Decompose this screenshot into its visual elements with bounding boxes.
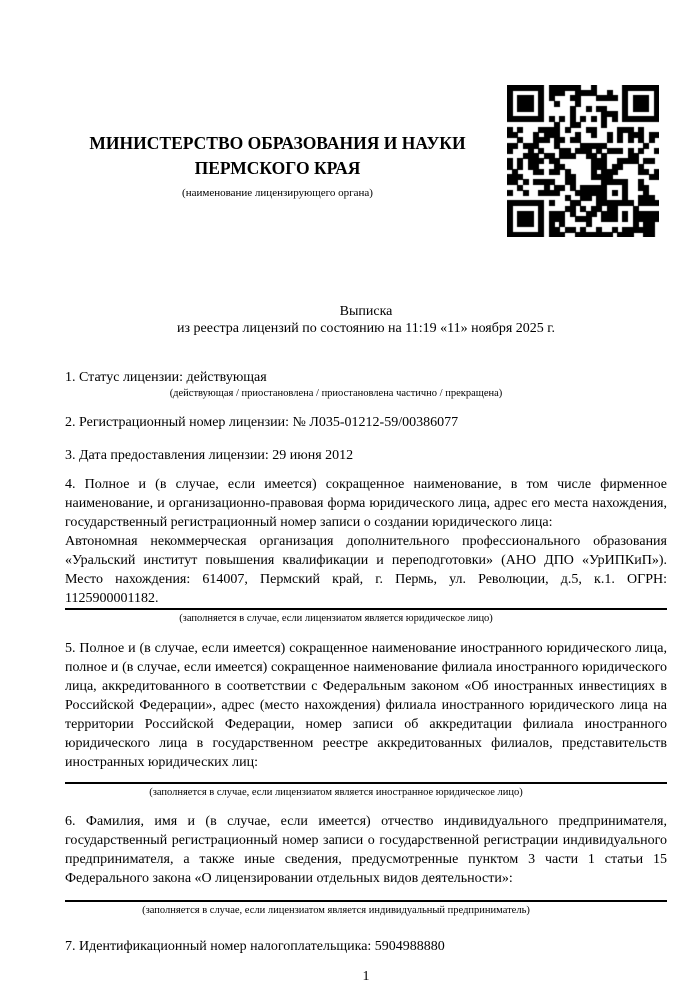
document-subtitle: из реестра лицензий по состоянию на 11:19 «11» ноября 2025 г. — [177, 321, 555, 336]
document-title-block — [65, 303, 667, 337]
item-individual-entrepreneur — [65, 812, 667, 918]
page-number: 1 — [362, 969, 370, 984]
license-status-options-note: (действующая / приостановлена / приостановлена частично / прекращена) — [169, 388, 503, 399]
legal-entity-value: Автономная некоммерческая организация дополнительного профессионального образования «Уральский институт повышения квалификации и переподготовки» (АНО ДПО «УрИПКиП»). Место нахождения: 614007, Пермский край, г. Пермь, ул. Революции, д.5, к.1. ОГРН: 1125900001182. — [65, 534, 667, 606]
item-license-status — [65, 368, 667, 401]
legal-entity-clause: 4. Полное и (в случае, если имеется) сокращенное наименование, в том числе фирменное наименование, и организационно-правовая форма юридического лица, адрес его места нахождения, государственный регистрационный номер записи о создании юридического лица: — [65, 477, 667, 530]
licensing-authority-header — [65, 131, 490, 200]
divider-line — [65, 900, 667, 902]
item-taxpayer-number: 7. Идентификационный номер налогоплательщика: 5904988880 — [65, 939, 445, 954]
document-header — [65, 85, 667, 237]
individual-entrepreneur-note: (заполняется в случае, если лицензиатом является индивидуальный предприниматель) — [142, 905, 530, 916]
item-legal-entity — [65, 475, 667, 626]
item-grant-date: 3. Дата предоставления лицензии: 29 июня 2012 — [65, 448, 354, 463]
ministry-name-line2: ПЕРМСКОГО КРАЯ — [194, 158, 361, 178]
foreign-entity-note: (заполняется в случае, если лицензиатом является иностранное юридическое лицо) — [149, 787, 523, 798]
individual-entrepreneur-clause: 6. Фамилия, имя и (в случае, если имеется) отчество индивидуального предпринимателя, государственный регистрационный номер записи о государственной регистрации индивидуального предпринимателя, а также иные сведения, предусмотренные пунктом 3 части 1 статьи 15 Федерального закона «О лицензировании отдельных видов деятельности»: — [65, 814, 667, 886]
ministry-name-line1: МИНИСТЕРСТВО ОБРАЗОВАНИЯ И НАУКИ — [89, 133, 466, 153]
document-title: Выписка — [339, 304, 393, 319]
legal-entity-note: (заполняется в случае, если лицензиатом является юридическое лицо) — [179, 613, 493, 624]
licensing-authority-caption: (наименование лицензирующего органа) — [182, 187, 373, 199]
item-foreign-entity — [65, 639, 667, 800]
license-status-text: 1. Статус лицензии: действующая — [65, 370, 267, 385]
divider-line — [65, 782, 667, 784]
divider-line — [65, 608, 667, 610]
qr-code-icon — [507, 85, 659, 237]
item-registration-number: 2. Регистрационный номер лицензии: № Л035-01212-59/00386077 — [65, 415, 459, 430]
foreign-entity-clause: 5. Полное и (в случае, если имеется) сокращенное наименование иностранного юридического лица, полное и (в случае, если имеется) сокращенное наименование филиала иностранного юридического лица, аккредитованного в соответствии с Федеральным законом «Об иностранных инвестициях в Российской Федерации», адрес (место нахождения) филиала иностранного юридического лица на территории Российской Федерации, номер записи об аккредитации филиала иностранного юридического лица в государственном реестре аккредитованных филиалов, представительств иностранных юридических лиц: — [65, 641, 667, 770]
